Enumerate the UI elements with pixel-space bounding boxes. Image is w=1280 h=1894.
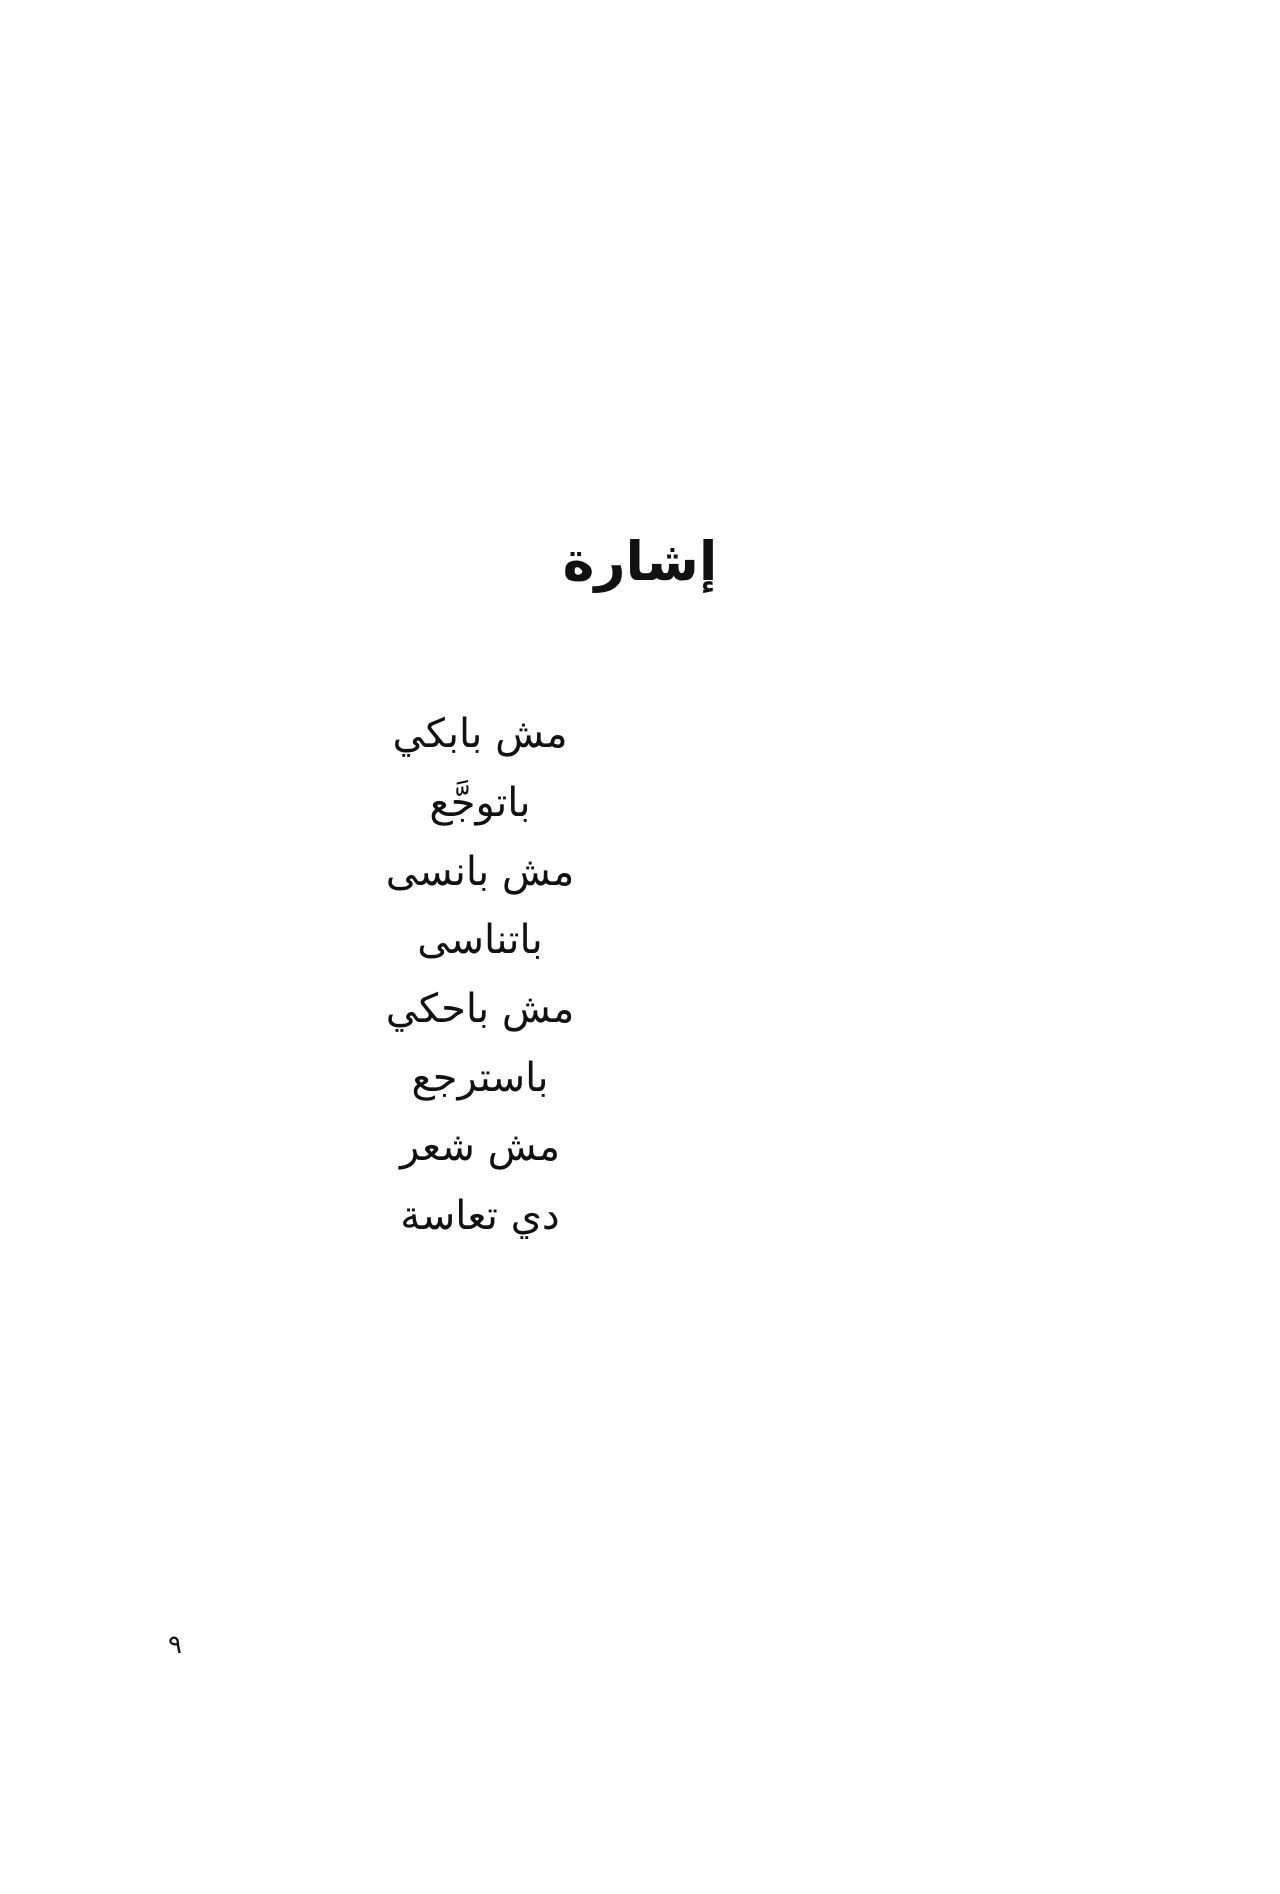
poem-line: باسترجع [411, 1054, 549, 1101]
poem-line: مش شعر [399, 1123, 561, 1170]
poem-line: باتوجَّع [429, 779, 531, 826]
poem-line: دي تعاسة [400, 1192, 560, 1239]
poem-line: باتناسى [417, 917, 543, 964]
poem-line: مش بانسى [385, 848, 575, 895]
poem-line: مش باحكي [385, 986, 575, 1033]
poem-body [0, 700, 1280, 1250]
page-number: ٩ [168, 1630, 182, 1660]
page-title: إشارة [562, 530, 718, 593]
poem-line: مش بابكي [392, 711, 568, 757]
